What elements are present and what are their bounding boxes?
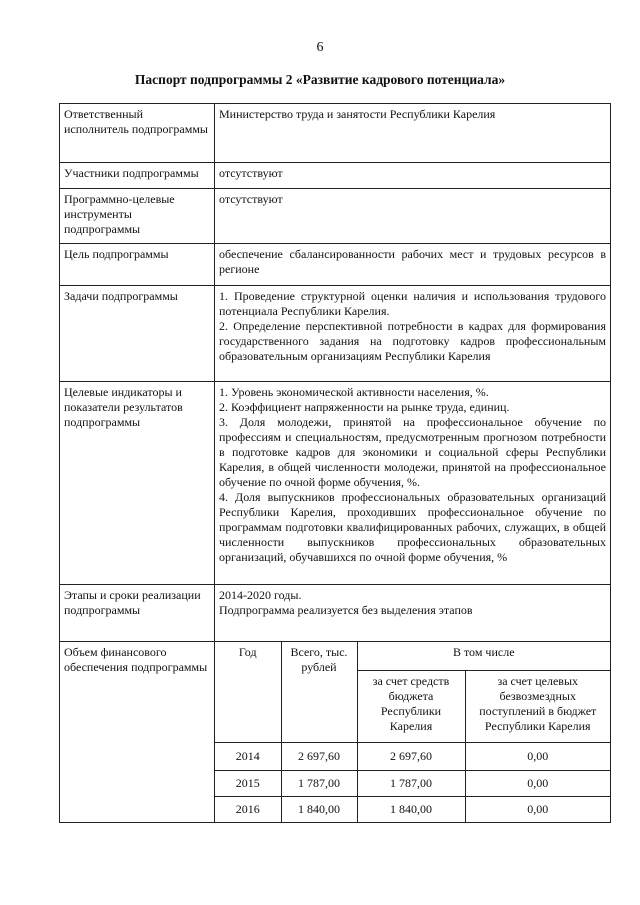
task-item: 2. Определение перспективной потребности в кадрах для формирования государственного задания на подготовку кадров профессиональным образовательным организациям Республики Карелия [219, 319, 606, 363]
row-participants [60, 163, 611, 189]
label-instruments: Программно-целевые инструменты подпрограммы [60, 189, 215, 244]
indicator-item: 3. Доля молодежи, принятой на профессиональное обучение по профессиям и специальностям, предусмотренным прогнозом потребности в подготовке кадров для экономики и социальной сферы Республики Карелия, в общей численности молодежи, принятой на профессиональное обучение по очной форме обучения, %. [219, 415, 606, 489]
page-number: 6 [316, 40, 324, 55]
row-goal [60, 244, 611, 286]
table-row [215, 796, 610, 822]
row-responsible [60, 104, 611, 163]
value-responsible: Министерство труда и занятости Республики Карелия [215, 104, 611, 163]
table-row [215, 742, 610, 770]
task-item: 1. Проведение структурной оценки наличия и использования трудового потенциала Республики Карелия. [219, 289, 606, 318]
finance-header-year: Год [215, 642, 281, 742]
finance-header-total: Всего, тыс. рублей [281, 642, 357, 742]
label-finance: Объем финансового обеспечения подпрограммы [60, 642, 215, 823]
table-row [215, 770, 610, 796]
value-instruments: отсутствуют [215, 189, 611, 244]
finance-year: 2014 [215, 742, 281, 770]
value-finance [215, 642, 611, 823]
finance-budget: 1 787,00 [357, 770, 465, 796]
row-instruments [60, 189, 611, 244]
value-goal: обеспечение сбалансированности рабочих мест и трудовых ресурсов в регионе [215, 244, 611, 286]
finance-grants: 0,00 [465, 770, 610, 796]
finance-header-grants: за счет целевых безвозмездных поступлений в бюджет Республики Карелия [465, 670, 610, 742]
finance-year: 2015 [215, 770, 281, 796]
finance-header-including: В том числе [357, 642, 610, 670]
finance-budget: 1 840,00 [357, 796, 465, 822]
label-participants: Участники подпрограммы [60, 163, 215, 189]
finance-total: 1 840,00 [281, 796, 357, 822]
indicator-item: 1. Уровень экономической активности населения, %. [219, 385, 489, 399]
row-tasks [60, 286, 611, 382]
row-finance [60, 642, 611, 823]
row-indicators [60, 382, 611, 585]
stages-years: 2014-2020 годы. [219, 588, 302, 602]
finance-grants: 0,00 [465, 796, 610, 822]
value-participants: отсутствуют [215, 163, 611, 189]
finance-header-budget: за счет средств бюджета Республики Карелия [357, 670, 465, 742]
label-tasks: Задачи подпрограммы [60, 286, 215, 382]
indicator-item: 4. Доля выпускников профессиональных образовательных организаций Республики Карелия, проходивших профессиональное обучение по программам подготовки квалифицированных рабочих, служащих, в общей численности выпускников профессиональных образовательных организаций, обучавшихся по очной форме обучения, % [219, 490, 606, 564]
finance-budget: 2 697,60 [357, 742, 465, 770]
label-stages: Этапы и сроки реализации подпрограммы [60, 585, 215, 642]
finance-total: 1 787,00 [281, 770, 357, 796]
stages-note: Подпрограмма реализуется без выделения этапов [219, 603, 473, 617]
row-stages [60, 585, 611, 642]
label-goal: Цель подпрограммы [60, 244, 215, 286]
value-tasks [215, 286, 611, 382]
finance-table [215, 642, 610, 822]
passport-table [59, 103, 611, 823]
label-indicators: Целевые индикаторы и показатели результатов подпрограммы [60, 382, 215, 585]
finance-year: 2016 [215, 796, 281, 822]
value-indicators [215, 382, 611, 585]
finance-grants: 0,00 [465, 742, 610, 770]
indicator-item: 2. Коэффициент напряженности на рынке труда, единиц. [219, 400, 510, 414]
page-title: Паспорт подпрограммы 2 «Развитие кадрового потенциала» [134, 72, 506, 87]
finance-total: 2 697,60 [281, 742, 357, 770]
label-responsible: Ответственный исполнитель подпрограммы [60, 104, 215, 163]
value-stages [215, 585, 611, 642]
